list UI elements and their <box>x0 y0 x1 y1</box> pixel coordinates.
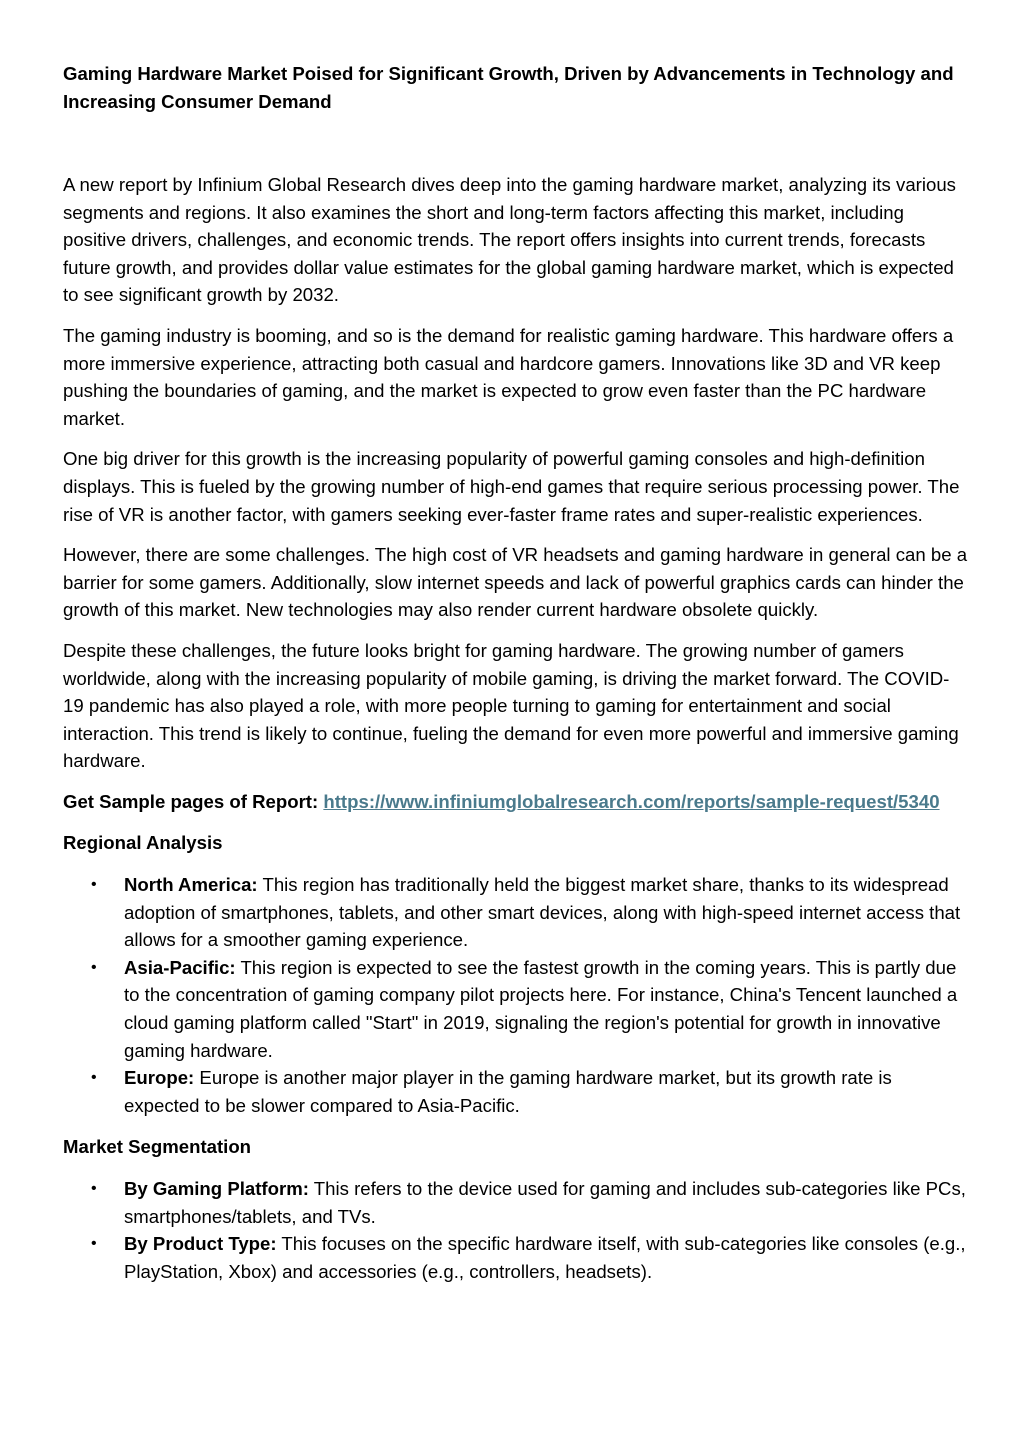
list-item <box>63 1064 968 1119</box>
list-item <box>63 871 968 954</box>
list-item-label: North America: <box>124 874 258 896</box>
list-item <box>63 1230 968 1285</box>
regional-analysis-heading: Regional Analysis <box>63 832 223 854</box>
list-item <box>63 1175 968 1230</box>
list-item-text: This region has traditionally held the biggest market share, thanks to its widespread adoption of smartphones, tablets, and other smart devices, along with high-speed internet access that allows for a smoother gaming experience. <box>124 874 961 951</box>
market-segmentation-heading: Market Segmentation <box>63 1136 252 1158</box>
list-item-label: Europe: <box>124 1067 195 1089</box>
list-item-text: This refers to the device used for gaming and includes sub-categories like PCs, smartphones/tablets, and TVs. <box>124 1178 966 1227</box>
bullet-icon: • <box>91 958 97 976</box>
document-body <box>63 171 968 1299</box>
regional-analysis-list <box>63 871 968 1119</box>
bullet-icon: • <box>91 876 97 894</box>
bullet-icon: • <box>91 1235 97 1253</box>
paragraph-challenges: However, there are some challenges. The high cost of VR headsets and gaming hardware in general can be a barrier for some gamers. Additionally, slow internet speeds and lack of powerful graphics cards can hinder the growth of this market. New technologies may also render current hardware obsolete quickly. <box>63 544 968 621</box>
list-item-label: By Gaming Platform: <box>124 1178 309 1199</box>
sample-request-link[interactable]: https://www.infiniumglobalresearch.com/reports/sample-request/5340 <box>323 790 940 812</box>
list-item-text: This focuses on the specific hardware itself, with sub-categories like consoles (e.g., PlayStation, Xbox) and accessories (e.g., controllers, headsets). <box>124 1233 966 1282</box>
document-title: Gaming Hardware Market Poised for Significant Growth, Driven by Advancements in Technology and Increasing Consumer Demand <box>63 63 954 112</box>
paragraph-industry: The gaming industry is booming, and so is the demand for realistic gaming hardware. This hardware offers a more immersive experience, attracting both casual and hardcore gamers. Innovations like 3D and VR keep pushing the boundaries of gaming, and the market is expected to grow even faster than the PC hardware market. <box>63 324 954 429</box>
sample-request-label: Get Sample pages of Report: <box>63 790 319 812</box>
market-segmentation-list <box>63 1175 968 1285</box>
list-item-text: This region is expected to see the fastest growth in the coming years. This is partly due to the concentration of gaming company pilot projects here. For instance, China's Tencent launched a cloud gaming platform called "Start" in 2019, signaling the region's potential for growth in innovative gaming hardware. <box>124 956 958 1061</box>
document-page <box>63 60 968 1282</box>
list-item-label: Asia-Pacific: <box>124 956 236 978</box>
bullet-icon: • <box>91 1180 97 1197</box>
list-item <box>63 954 968 1064</box>
sample-request-line <box>63 788 968 816</box>
paragraph-outlook: Despite these challenges, the future looks bright for gaming hardware. The growing number of gamers worldwide, along with the increasing popularity of mobile gaming, is driving the market forward. The COVID-19 pandemic has also played a role, with more people turning to gaming for entertainment and social interaction. This trend is likely to continue, fueling the demand for even more powerful and immersive gaming hardware. <box>63 639 959 772</box>
paragraph-intro: A new report by Infinium Global Research dives deep into the gaming hardware market, analyzing its various segments and regions. It also examines the short and long-term factors affecting this market, including positive drivers, challenges, and economic trends. The report offers insights into current trends, forecasts future growth, and provides dollar value estimates for the global gaming hardware market, which is expected to see significant growth by 2032. <box>63 174 956 306</box>
bullet-icon: • <box>91 1069 97 1087</box>
paragraph-drivers: One big driver for this growth is the increasing popularity of powerful gaming consoles and high-definition displays. This is fueled by the growing number of high-end games that require serious processing power. The rise of VR is another factor, with gamers seeking ever-faster frame rates and super-realistic experiences. <box>63 448 960 525</box>
list-item-text: Europe is another major player in the gaming hardware market, but its growth rate is expected to be slower compared to Asia-Pacific. <box>124 1067 892 1116</box>
list-item-label: By Product Type: <box>124 1233 277 1255</box>
